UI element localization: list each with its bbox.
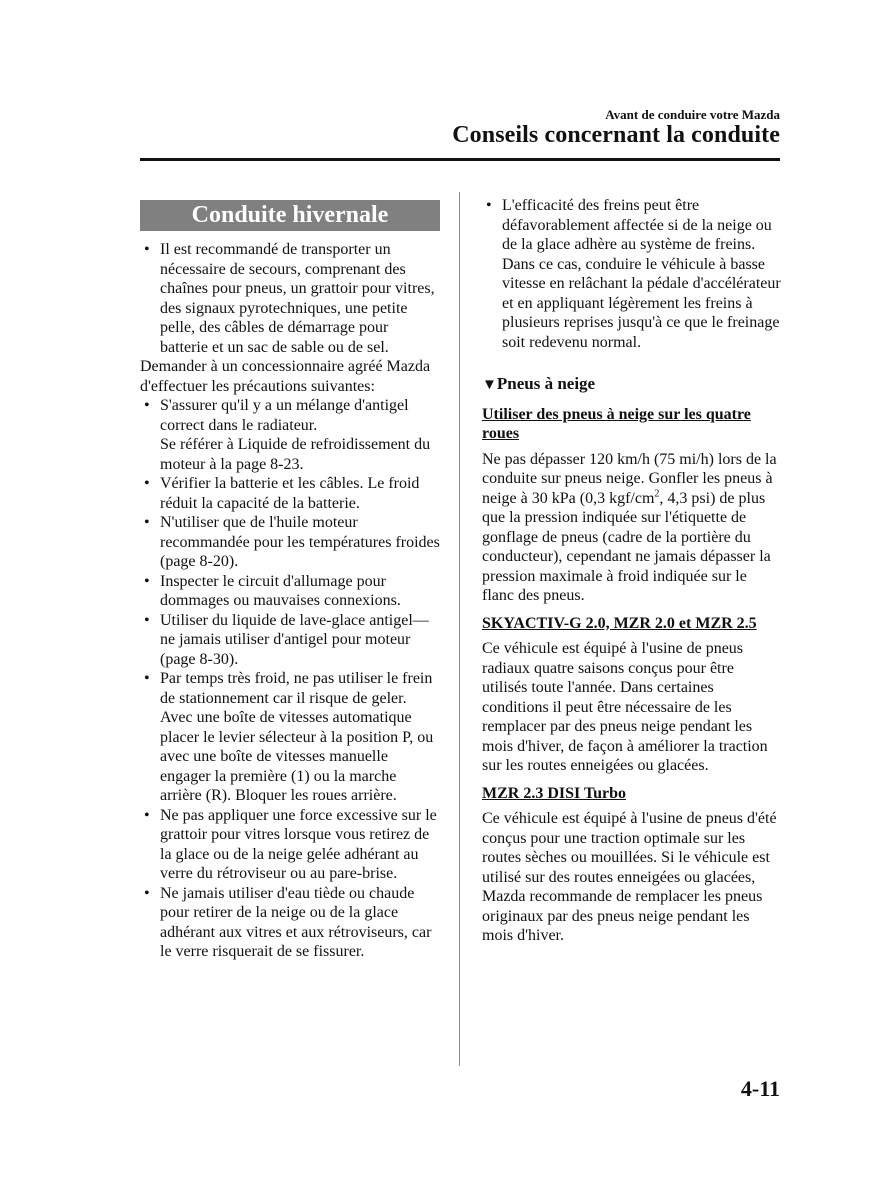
skyactiv-heading: SKYACTIV-G 2.0, MZR 2.0 et MZR 2.5 [482, 614, 757, 632]
list-item [140, 513, 440, 572]
list-item [482, 196, 782, 352]
list-item [140, 474, 440, 513]
emergency-kit-list [140, 240, 440, 357]
precautions-list [140, 396, 440, 962]
list-item [140, 396, 440, 474]
list-item [140, 806, 440, 884]
superscript: 2 [654, 488, 660, 500]
list-item [140, 572, 440, 611]
snow-tires-heading [482, 374, 782, 396]
bullet-icon: • [144, 475, 150, 492]
list-item [140, 611, 440, 670]
bullet-text: L'efficacité des freins peut être défavorablement affectée si de la neige ou de la glace adhère au système de freins. Dans ce cas, conduire le véhicule à basse vitesse en relâchant la pédale d'accélérateur et en appliquant légèrement les freins à plusieurs reprises jusqu'à ce que le freinage soit redevenu normal. [502, 197, 781, 351]
bullet-icon: • [144, 241, 150, 258]
bullet-text: S'assurer qu'il y a un mélange d'antigel correct dans le radiateur. [160, 397, 409, 434]
bullet-text: Inspecter le circuit d'allumage pour dommages ou mauvaises connexions. [160, 572, 401, 609]
snow-tires-heading-text: Pneus à neige [496, 374, 596, 393]
bullet-text: N'utiliser que de l'huile moteur recommandée pour les températures froides (page 8-20). [160, 514, 440, 570]
four-wheels-heading: Utiliser des pneus à neige sur les quatre roues [482, 405, 751, 442]
column-divider [459, 192, 460, 1066]
bullet-text: Utiliser du liquide de lave-glace antigel—ne jamais utiliser d'antigel pour moteur (page 8-30). [160, 611, 429, 668]
bullet-icon: • [144, 572, 150, 590]
page-title: Conseils concernant la conduite [452, 122, 780, 148]
list-item [140, 884, 440, 962]
left-column [140, 200, 440, 962]
running-header-section: Avant de conduire votre Mazda [605, 107, 780, 122]
paragraph-text: Ne pas dépasser 120 km/h (75 mi/h) lors de la conduite sur pneus neige. Gonfler les pneus à neige à 30 kPa (0,3 kgf/cm [482, 450, 777, 507]
section-title-box: Conduite hivernale [140, 200, 440, 231]
bullet-text: Ne pas appliquer une force excessive sur le grattoir pour vitres lorsque vous retirez de la glace ou de la neige gelée adhérant au verre du rétroviseur ou au pare-brise. [160, 806, 437, 882]
bullet-text: Il est recommandé de transporter un nécessaire de secours, comprenant des chaînes pour pneus, un grattoir pour vitres, des signaux pyrotechniques, une petite pelle, des câbles de démarrage pour batterie et un sac de sable ou de sel. [160, 241, 435, 356]
bullet-icon: • [144, 670, 150, 687]
header-rule [140, 158, 780, 161]
paragraph-text: , 4,3 psi) de plus que la pression indiquée sur l'étiquette de gonflage de pneus (cadre de la portière du conducteur), cependant ne jamais dépasser la pression maximale à froid indiquée sur le flanc des pneus. [482, 489, 771, 604]
four-wheels-paragraph [482, 450, 782, 606]
lead-text: Demander à un concessionnaire agréé Mazda d'effectuer les précautions suivantes: [140, 358, 431, 395]
bullet-text: Vérifier la batterie et les câbles. Le froid réduit la capacité de la batterie. [160, 475, 420, 512]
bullet-icon: • [486, 197, 492, 214]
bullet-note: Se référer à Liquide de refroidissement du moteur à la page 8-23. [160, 436, 431, 473]
bullet-icon: • [144, 806, 150, 824]
brakes-list [482, 196, 782, 352]
bullet-text: Ne jamais utiliser d'eau tiède ou chaude pour retirer de la neige ou de la glace adhérant aux vitres et aux rétroviseurs, car le verre risquerait de se fissurer. [160, 884, 432, 960]
list-item [140, 240, 440, 357]
bullet-icon: • [144, 884, 150, 902]
bullet-text: Par temps très froid, ne pas utiliser le frein de stationnement car il risque de geler. Avec une boîte de vitesses automatique placer le levier sélecteur à la position P, ou avec une boîte de vitesses manuelle engager la première (1) ou la marche arrière (R). Bloquer les roues arrière. [160, 670, 434, 804]
disi-turbo-heading: MZR 2.3 DISI Turbo [482, 784, 627, 802]
triangle-down-icon: ▼ [482, 377, 497, 393]
bullet-icon: • [144, 514, 150, 531]
list-item [140, 669, 440, 806]
bullet-icon: • [144, 611, 150, 629]
bullet-icon: • [144, 397, 150, 414]
disi-turbo-paragraph: Ce véhicule est équipé à l'usine de pneus d'été conçus pour une traction optimale sur les routes sèches ou mouillées. Si le véhicule est utilisé sur des routes enneigées ou glacées, Mazda recommande de remplacer les pneus originaux par des pneus neige pendant les mois d'hiver. [482, 810, 777, 944]
right-column [482, 196, 782, 954]
page-number: 4-11 [740, 1076, 780, 1101]
skyactiv-paragraph: Ce véhicule est équipé à l'usine de pneus radiaux quatre saisons conçus pour être utilisés toute l'année. Dans certaines conditions il peut être nécessaire de les remplacer par des pneus neige pendant les mois d'hiver, de façon à améliorer la traction sur les routes enneigées ou glacées. [482, 640, 768, 774]
